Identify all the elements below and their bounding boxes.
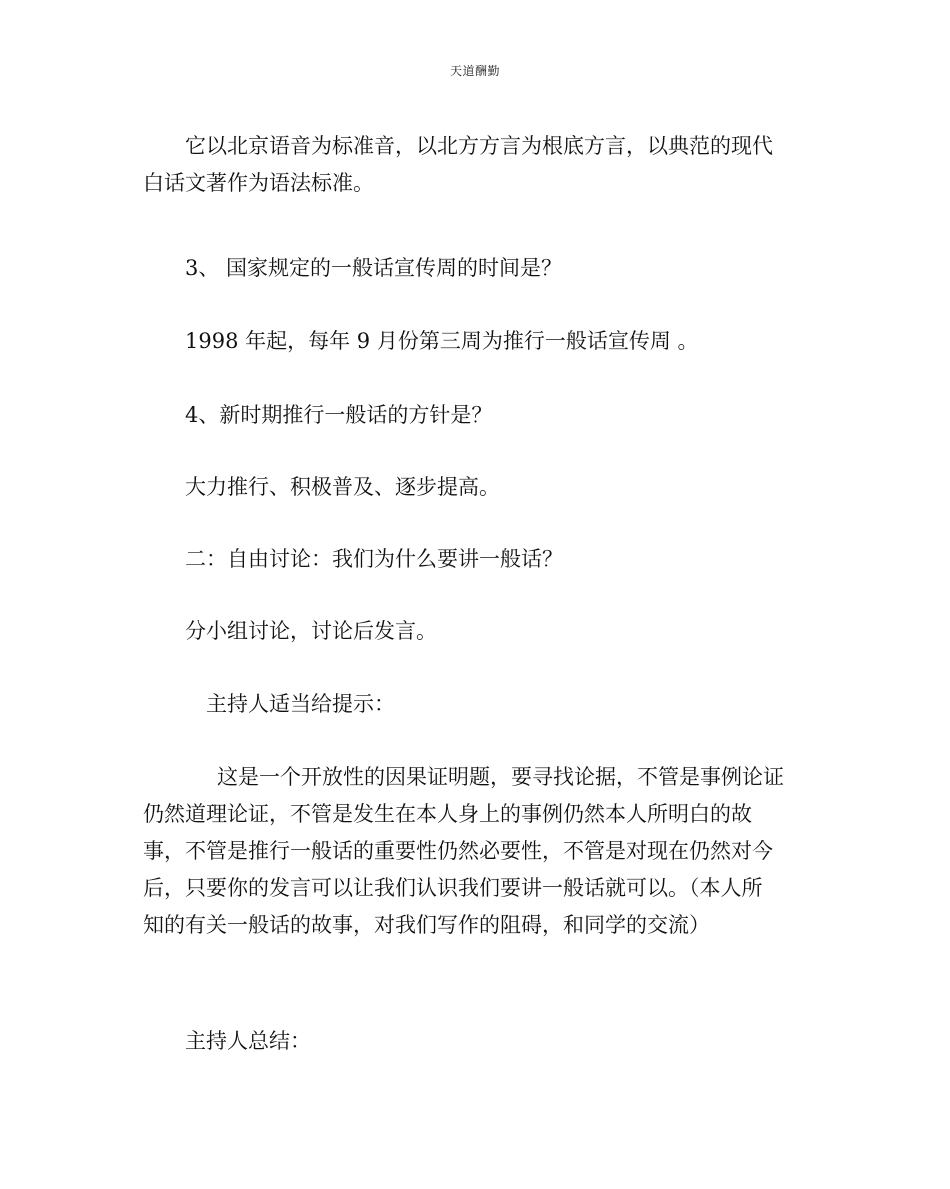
question-4 <box>143 397 813 434</box>
question-3 <box>143 250 813 287</box>
section-heading-discussion <box>143 541 813 578</box>
paragraph-line: 知的有关一般话的故事，对我们写作的阻碍，和同学的交流） <box>143 913 710 937</box>
paragraph-line: 后，只要你的发言可以让我们认识我们要讲一般话就可以。（本人所 <box>143 876 763 900</box>
paragraph-line: 事，不管是推行一般话的重要性仍然必要性，不管是对现在仍然对今 <box>143 839 773 863</box>
discussion-instruction <box>143 613 813 650</box>
paragraph-line: 分小组讨论，讨论后发言。 <box>185 619 437 643</box>
paragraph-line: 白话文著作为语法标准。 <box>143 171 374 195</box>
page-header: 天道酬勤 <box>449 64 500 78</box>
paragraph-line: 这是一个开放性的因果证明题，要寻找论据，不管是事例论证 <box>217 765 784 789</box>
paragraph-line: 它以北京语音为标准音，以北方方言为根底方言，以典范的现代 <box>185 134 773 158</box>
paragraph-line: 3、 国家规定的一般话宣传周的时间是？ <box>185 256 563 280</box>
host-summary-label <box>143 1023 813 1060</box>
paragraph-standard-definition <box>143 128 813 202</box>
answer-4 <box>143 469 813 506</box>
paragraph-line: 主持人总结： <box>185 1029 311 1053</box>
paragraph-line: 4、新时期推行一般话的方针是？ <box>185 403 493 427</box>
paragraph-line: 主持人适当给提示： <box>206 692 395 716</box>
answer-3 <box>143 323 813 360</box>
paragraph-line: 1998 年起，每年 9 月份第三周为推行一般话宣传周 。 <box>185 329 699 353</box>
paragraph-line: 大力推行、积极普及、逐步提高。 <box>185 475 500 499</box>
host-hint-body <box>143 759 813 944</box>
host-hint-label <box>143 686 813 723</box>
paragraph-line: 二：自由讨论：我们为什么要讲一般话？ <box>185 547 563 571</box>
paragraph-line: 仍然道理论证，不管是发生在本人身上的事例仍然本人所明白的故 <box>143 802 752 826</box>
